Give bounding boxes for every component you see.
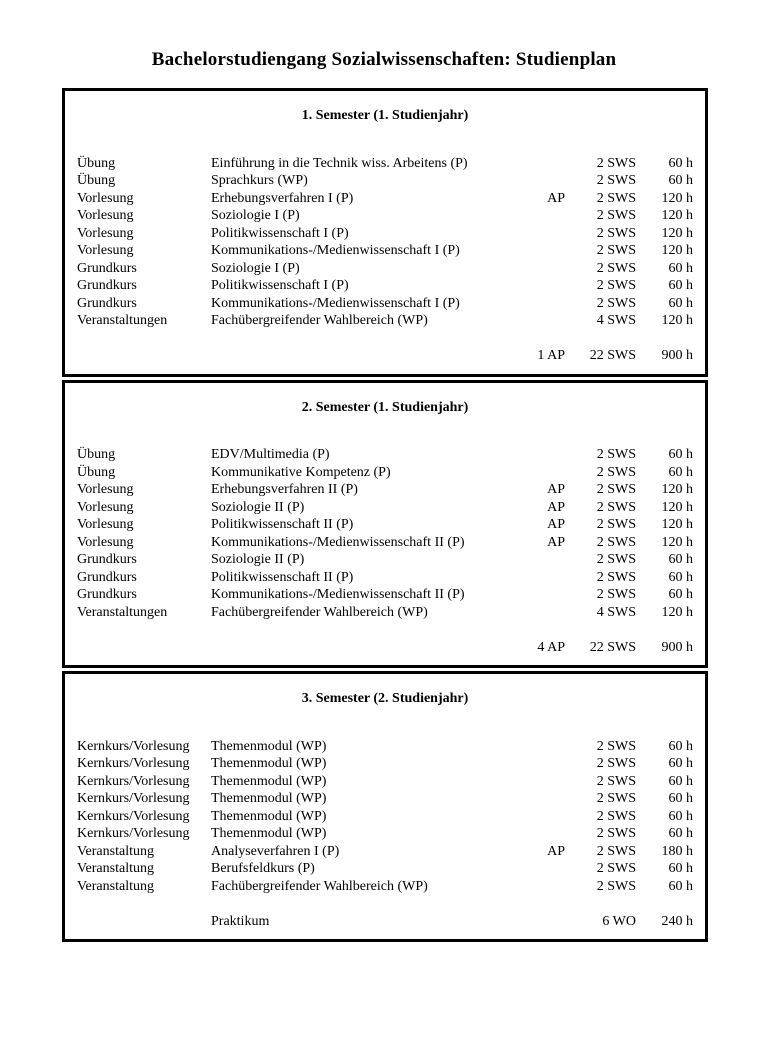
course-hours: 60 h xyxy=(668,808,693,824)
course-row xyxy=(77,604,693,622)
semester-2-heading: 2. Semester (1. Studienjahr) xyxy=(301,399,469,415)
course-sws: 2 SWS xyxy=(596,278,636,293)
course-sws: 4 SWS xyxy=(596,604,636,620)
course-sws: 2 SWS xyxy=(596,738,636,754)
course-sws: 4 SWS xyxy=(596,313,636,328)
course-type: Kernkurs/Vorlesung xyxy=(77,808,190,824)
course-type: Kernkurs/Vorlesung xyxy=(77,756,190,771)
course-type: Grundkurs xyxy=(77,260,137,276)
course-row xyxy=(77,878,693,896)
course-hours: 60 h xyxy=(668,552,693,567)
course-ap xyxy=(505,312,565,330)
course-ap xyxy=(505,569,565,587)
course-type: Vorlesung xyxy=(77,225,134,241)
course-hours: 120 h xyxy=(661,499,693,515)
course-row xyxy=(77,825,693,843)
course-ap xyxy=(505,207,565,225)
course-type xyxy=(77,347,211,365)
course-row xyxy=(77,207,693,225)
course-type: Vorlesung xyxy=(77,243,134,258)
course-ap xyxy=(505,773,565,791)
course-sws: 2 SWS xyxy=(596,587,636,602)
course-ap xyxy=(505,825,565,843)
course-ap xyxy=(505,446,565,464)
course-name: Themenmodul (WP) xyxy=(211,826,327,841)
course-hours: 60 h xyxy=(668,861,693,876)
course-row xyxy=(77,155,693,173)
course-type: Veranstaltungen xyxy=(77,313,168,328)
course-ap xyxy=(505,913,565,931)
course-sws: 2 SWS xyxy=(596,773,636,789)
course-hours: 60 h xyxy=(668,173,693,188)
course-type: Vorlesung xyxy=(77,190,134,206)
semester-1-summary-row xyxy=(77,347,693,365)
course-ap: AP xyxy=(547,534,565,550)
course-row xyxy=(77,808,693,826)
course-name: Sprachkurs (WP) xyxy=(211,173,308,188)
course-row xyxy=(77,295,693,313)
course-name: Soziologie II (P) xyxy=(211,499,305,515)
course-row xyxy=(77,481,693,499)
course-row xyxy=(77,860,693,878)
course-sws: 22 SWS xyxy=(589,348,636,363)
course-hours: 900 h xyxy=(661,639,693,655)
course-ap xyxy=(505,551,565,569)
semester-1-heading: 1. Semester (1. Studienjahr) xyxy=(301,108,469,123)
course-hours: 60 h xyxy=(668,738,693,754)
course-hours: 60 h xyxy=(668,791,693,806)
course-type: Kernkurs/Vorlesung xyxy=(77,826,190,841)
course-ap: 4 AP xyxy=(537,639,565,655)
course-name: Analyseverfahren I (P) xyxy=(211,843,340,859)
course-name: Soziologie I (P) xyxy=(211,260,300,276)
course-name: Kommunikations-/Medienwissenschaft II (P) xyxy=(211,587,465,602)
course-type: Übung xyxy=(77,173,116,188)
course-hours: 60 h xyxy=(668,260,693,276)
page-title: Bachelorstudiengang Sozialwissenschaften: Studienplan xyxy=(151,49,617,70)
course-name: Fachübergreifender Wahlbereich (WP) xyxy=(211,604,428,620)
course-sws: 22 SWS xyxy=(589,639,636,655)
course-sws: 2 SWS xyxy=(596,225,636,241)
course-row xyxy=(77,516,693,534)
course-type: Grundkurs xyxy=(77,552,137,567)
course-type: Grundkurs xyxy=(77,278,137,293)
course-type: Übung xyxy=(77,464,116,480)
course-sws: 2 SWS xyxy=(596,843,636,859)
course-hours: 120 h xyxy=(661,208,693,223)
course-type: Veranstaltung xyxy=(77,861,154,876)
course-sws: 2 SWS xyxy=(596,552,636,567)
course-type: Vorlesung xyxy=(77,482,134,497)
course-type: Vorlesung xyxy=(77,208,134,223)
course-name: Fachübergreifender Wahlbereich (WP) xyxy=(211,313,428,328)
course-name: EDV/Multimedia (P) xyxy=(211,447,330,462)
course-name: Politikwissenschaft I (P) xyxy=(211,225,349,241)
course-hours: 60 h xyxy=(668,447,693,462)
course-ap xyxy=(505,808,565,826)
course-ap: 1 AP xyxy=(537,348,565,363)
course-type: Kernkurs/Vorlesung xyxy=(77,738,190,754)
course-row xyxy=(77,551,693,569)
course-type: Übung xyxy=(77,155,116,171)
course-type: Grundkurs xyxy=(77,587,137,602)
course-name: Einführung in die Technik wiss. Arbeitens (P) xyxy=(211,155,468,171)
course-name: Erhebungsverfahren II (P) xyxy=(211,482,358,497)
course-sws: 2 SWS xyxy=(596,756,636,771)
course-ap xyxy=(505,277,565,295)
course-name: Themenmodul (WP) xyxy=(211,808,327,824)
course-hours: 120 h xyxy=(661,225,693,241)
course-type: Veranstaltungen xyxy=(77,604,168,620)
course-hours: 60 h xyxy=(668,295,693,311)
course-sws: 2 SWS xyxy=(596,190,636,206)
course-ap xyxy=(505,755,565,773)
course-sws: 2 SWS xyxy=(596,447,636,462)
course-hours: 120 h xyxy=(661,482,693,497)
course-sws: 2 SWS xyxy=(596,569,636,585)
course-sws: 2 SWS xyxy=(596,173,636,188)
course-sws: 2 SWS xyxy=(596,517,636,532)
course-name: Praktikum xyxy=(211,913,270,929)
course-sws: 2 SWS xyxy=(596,155,636,171)
course-name: Themenmodul (WP) xyxy=(211,756,327,771)
course-ap xyxy=(505,242,565,260)
course-sws: 2 SWS xyxy=(596,861,636,876)
course-row xyxy=(77,843,693,861)
course-row xyxy=(77,277,693,295)
document-page xyxy=(0,48,768,1042)
course-type: Veranstaltung xyxy=(77,843,154,859)
course-name: Soziologie II (P) xyxy=(211,552,305,567)
course-ap xyxy=(505,738,565,756)
course-ap: AP xyxy=(547,517,565,532)
course-name: Kommunikative Kompetenz (P) xyxy=(211,464,391,480)
course-hours: 60 h xyxy=(668,826,693,841)
course-type xyxy=(77,913,211,931)
course-type: Vorlesung xyxy=(77,499,134,515)
course-ap xyxy=(505,295,565,313)
course-row xyxy=(77,190,693,208)
course-hours: 900 h xyxy=(661,348,693,363)
course-ap xyxy=(505,155,565,173)
course-type: Kernkurs/Vorlesung xyxy=(77,773,190,789)
course-name: Themenmodul (WP) xyxy=(211,773,327,789)
course-row xyxy=(77,260,693,278)
course-row xyxy=(77,738,693,756)
course-type: Veranstaltung xyxy=(77,878,154,894)
course-type: Grundkurs xyxy=(77,569,137,585)
course-ap xyxy=(505,604,565,622)
course-hours: 120 h xyxy=(661,190,693,206)
course-type: Vorlesung xyxy=(77,534,134,550)
course-ap: AP xyxy=(547,499,565,515)
course-row xyxy=(77,569,693,587)
course-row xyxy=(77,755,693,773)
course-row xyxy=(77,464,693,482)
course-name: Themenmodul (WP) xyxy=(211,738,327,754)
semester-3-heading: 3. Semester (2. Studienjahr) xyxy=(301,691,469,706)
course-hours: 120 h xyxy=(661,604,693,620)
course-ap: AP xyxy=(547,190,565,206)
course-name: Politikwissenschaft II (P) xyxy=(211,569,354,585)
course-hours: 60 h xyxy=(668,878,693,894)
semester-2-summary-row xyxy=(77,639,693,657)
course-hours: 60 h xyxy=(668,773,693,789)
course-row xyxy=(77,242,693,260)
course-name: Erhebungsverfahren I (P) xyxy=(211,190,354,206)
semester-3-summary-row xyxy=(77,913,693,931)
course-ap xyxy=(505,790,565,808)
course-row xyxy=(77,534,693,552)
course-hours: 240 h xyxy=(661,913,693,929)
course-name: Politikwissenschaft I (P) xyxy=(211,278,349,293)
semester-3-rows xyxy=(77,738,693,896)
course-sws: 2 SWS xyxy=(596,208,636,223)
course-sws: 2 SWS xyxy=(596,808,636,824)
course-sws: 2 SWS xyxy=(596,243,636,258)
course-type: Vorlesung xyxy=(77,517,134,532)
course-sws: 2 SWS xyxy=(596,791,636,806)
course-ap xyxy=(505,225,565,243)
course-row xyxy=(77,312,693,330)
course-ap xyxy=(505,878,565,896)
course-type xyxy=(77,639,211,657)
course-name: Fachübergreifender Wahlbereich (WP) xyxy=(211,878,428,894)
course-row xyxy=(77,172,693,190)
course-name: Soziologie I (P) xyxy=(211,208,300,223)
course-sws: 2 SWS xyxy=(596,464,636,480)
course-sws: 2 SWS xyxy=(596,534,636,550)
course-row xyxy=(77,225,693,243)
course-name: Kommunikations-/Medienwissenschaft II (P) xyxy=(211,534,465,550)
course-name: Kommunikations-/Medienwissenschaft I (P) xyxy=(211,295,460,311)
course-hours: 120 h xyxy=(661,313,693,328)
course-ap xyxy=(505,464,565,482)
study-plan xyxy=(62,88,708,942)
course-hours: 60 h xyxy=(668,587,693,602)
semester-1-box xyxy=(62,88,708,377)
course-sws: 6 WO xyxy=(602,913,636,929)
course-row xyxy=(77,790,693,808)
course-ap xyxy=(505,586,565,604)
course-hours: 60 h xyxy=(668,569,693,585)
course-hours: 120 h xyxy=(661,534,693,550)
course-row xyxy=(77,446,693,464)
course-sws: 2 SWS xyxy=(596,499,636,515)
semester-1-rows xyxy=(77,155,693,330)
course-ap: AP xyxy=(547,843,565,859)
course-name: Berufsfeldkurs (P) xyxy=(211,861,315,876)
course-row xyxy=(77,586,693,604)
course-name: Themenmodul (WP) xyxy=(211,791,327,806)
course-type: Grundkurs xyxy=(77,295,137,311)
course-ap xyxy=(505,172,565,190)
course-sws: 2 SWS xyxy=(596,260,636,276)
course-sws: 2 SWS xyxy=(596,826,636,841)
course-sws: 2 SWS xyxy=(596,878,636,894)
course-ap xyxy=(505,860,565,878)
course-hours: 60 h xyxy=(668,278,693,293)
semester-2-rows xyxy=(77,446,693,621)
course-hours: 60 h xyxy=(668,464,693,480)
course-hours: 60 h xyxy=(668,756,693,771)
course-hours: 180 h xyxy=(661,843,693,859)
course-name xyxy=(211,347,505,365)
course-sws: 2 SWS xyxy=(596,295,636,311)
course-name: Kommunikations-/Medienwissenschaft I (P) xyxy=(211,243,460,258)
course-hours: 60 h xyxy=(668,155,693,171)
course-hours: 120 h xyxy=(661,243,693,258)
semester-2-box xyxy=(62,380,708,669)
course-row xyxy=(77,773,693,791)
course-type: Kernkurs/Vorlesung xyxy=(77,791,190,806)
course-ap xyxy=(505,260,565,278)
course-type: Übung xyxy=(77,447,116,462)
course-sws: 2 SWS xyxy=(596,482,636,497)
course-hours: 120 h xyxy=(661,517,693,532)
semester-3-box xyxy=(62,671,708,942)
course-name: Politikwissenschaft II (P) xyxy=(211,517,354,532)
course-ap: AP xyxy=(547,482,565,497)
course-name xyxy=(211,639,505,657)
course-row xyxy=(77,499,693,517)
